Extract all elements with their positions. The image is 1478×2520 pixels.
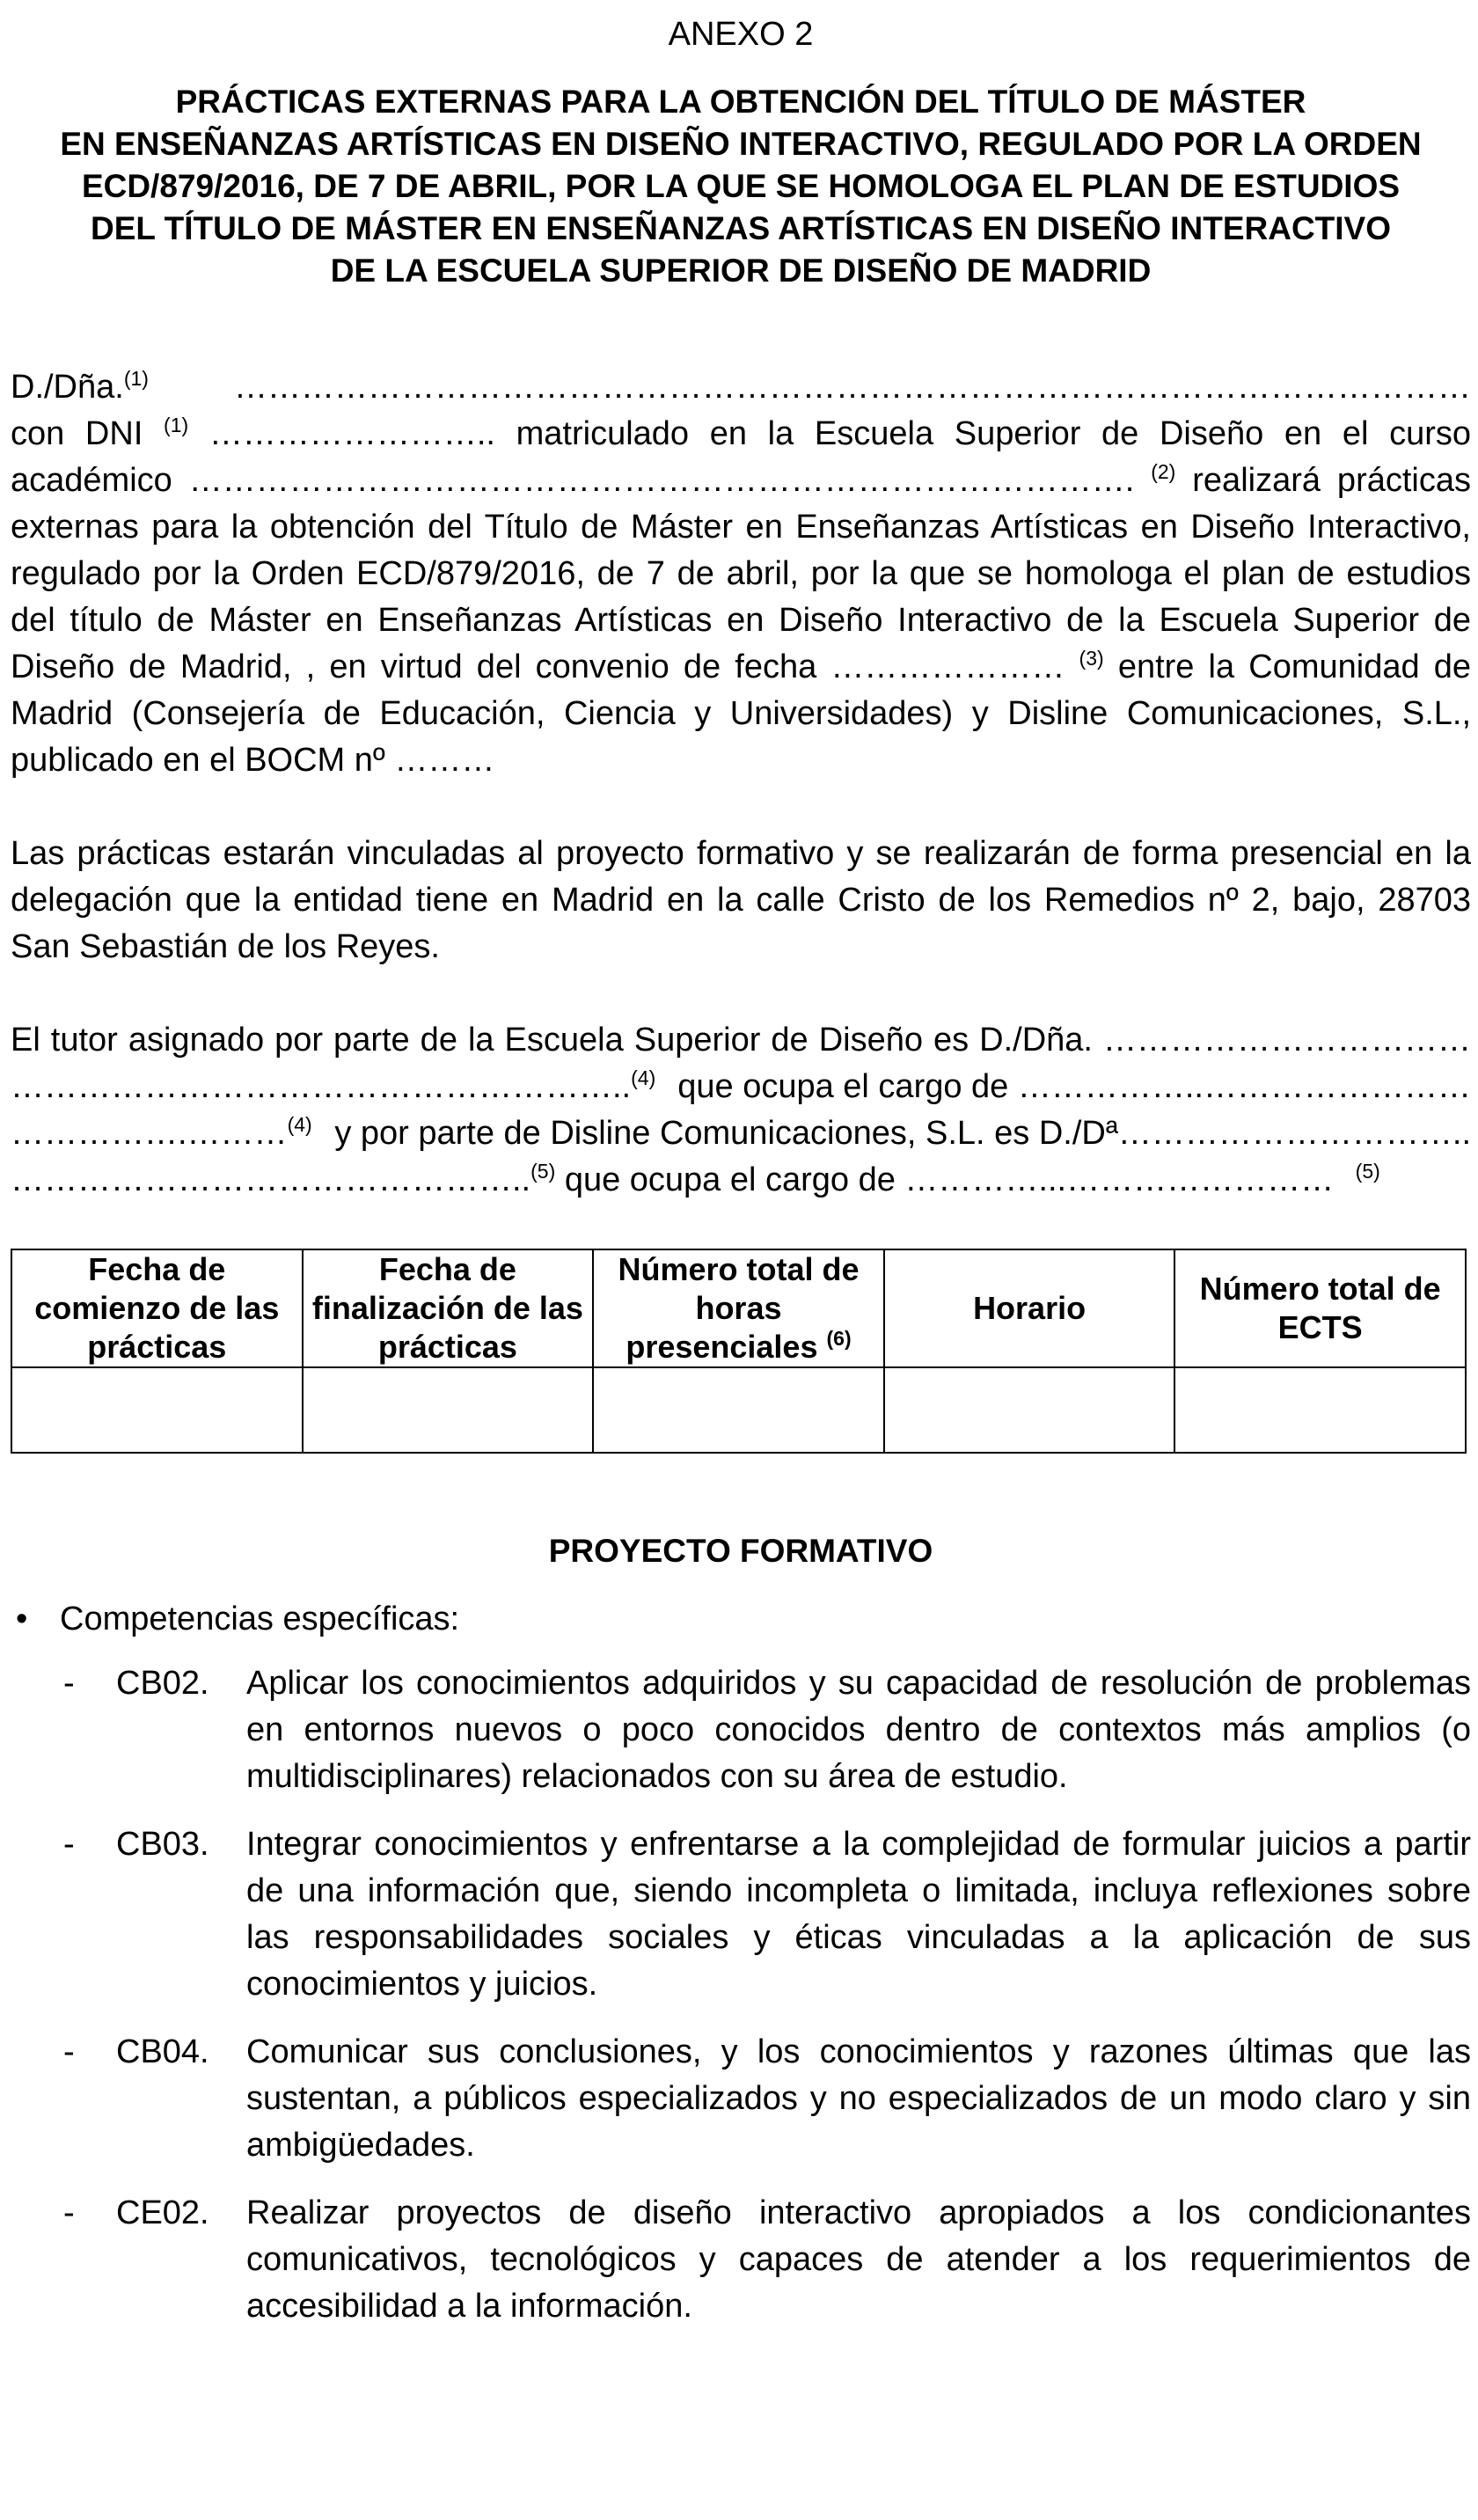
dni-label: con DNI [11,415,143,452]
competence-item [11,1660,1471,1800]
header-start-date: Fecha de comienzo de las prácticas [11,1249,303,1367]
cell-ects[interactable] [1174,1367,1466,1453]
footnote-ref: (3) [1079,647,1104,670]
title-line: ECD/879/2016, DE 7 DE ABRIL, POR LA QUE SE HOMOLOGA EL PLAN DE ESTUDIOS [81,168,1401,204]
title-line: DE LA ESCUELA SUPERIOR DE DISEÑO DE MADRID [330,253,1152,289]
competence-code: CB04. [116,2033,209,2070]
tutor-line [11,1064,1471,1110]
dash-marker: - [63,1826,75,1863]
footnote-ref: (4) [631,1066,656,1089]
location-paragraph: Las prácticas estarán vinculadas al proyecto formativo y se realizarán de forma presencial en la delegación que la entidad tiene en Madrid en la calle Cristo de los Remedios nº 2, bajo, 28703 San Sebastián de los Reyes. [11,835,1471,965]
paragraph-text: entre la Comunidad de Madrid (Consejería de Educación, Ciencia y Universidades) y Disline Comunicaciones, S.L., publicado en el BOCM nº [11,648,1472,779]
bocm-blank[interactable]: ……… [394,742,495,779]
tutor-paragraph [11,1017,1471,1204]
course-blank[interactable]: …………………………………………………………………………. [188,462,1135,499]
header-hours: Número total de horas presenciales $^{(6)}$ [593,1249,884,1367]
internship-table [11,1249,1467,1454]
competence-item [11,1821,1471,2008]
document-title [11,81,1471,292]
competence-text: Aplicar los conocimientos adquiridos y su capacidad de resolución de problemas en entornos nuevos o poco conocidos dentro de contextos más amplios (o multidisciplinares) relacionados con su área de estudio. [246,1665,1471,1795]
tutor-name-blank[interactable]: ……………………………………………….. [11,1068,632,1105]
tutor-line [11,1157,1471,1204]
header-schedule: Horario [884,1249,1175,1367]
competence-text: Comunicar sus conclusiones, y los conocimientos y razones últimas que las sustentan, a públicos especializados y no especializados de un modo claro y sin ambigüedades. [246,2033,1471,2164]
annex-label: ANEXO 2 [668,16,814,53]
footnote-ref: (5) [1355,1160,1380,1183]
competence-item [11,2190,1471,2330]
competence-item [11,2029,1471,2169]
agreement-date-blank[interactable]: ………………… [830,648,1065,685]
tutor-position-text: que ocupa el cargo de ……………..…………………… [677,1068,1471,1105]
tutor-line: El tutor asignado por parte de la Escuela Superior de Diseño es D./Dña. …………………………… [11,1022,1471,1059]
footnote-ref: (5) [530,1160,556,1183]
table-row [11,1367,1466,1453]
paragraph-text: realizará prácticas externas para la obtención del Título de Máster en Enseñanzas Artísticas en Diseño Interactivo, regulado por la Orden ECD/879/2016, de 7 de abril, por la que se homologa el plan de estudios del título de Máster en Enseñanzas Artísticas en Diseño Interactivo de la Escuela Superior de Diseño de Madrid, , en virtud del convenio de fecha [11,462,1471,685]
dash-marker: - [63,2194,75,2231]
bullet-item [11,1596,1471,1643]
competence-text: Realizar proyectos de diseño interactivo apropiados a los condicionantes comunicativos, tecnológicos y capaces de atender a los requerimientos de accesibilidad a la información. [246,2194,1471,2325]
footnote-ref: (4) [287,1113,312,1136]
cell-hours[interactable] [593,1367,884,1453]
competence-code: CB03. [116,1826,209,1863]
company-position-text: que ocupa el cargo de …………...…………………… [564,1161,1335,1198]
footnote-ref: (1) [164,414,189,436]
dash-marker: - [63,2033,75,2070]
document-page [11,0,1471,2330]
dash-marker: - [63,1665,75,1702]
cell-start-date[interactable] [11,1367,303,1453]
enrolled-text: matriculado en la Escuela Superior de Diseño en el curso académico [11,415,1471,499]
competence-code: CB02. [116,1665,209,1702]
footnote-ref: (6) [826,1327,852,1350]
table-header-row [11,1249,1466,1367]
section-title: PROYECTO FORMATIVO [548,1533,933,1569]
bullet-label: Competencias específicas: [60,1601,460,1637]
dni-blank[interactable]: …………………….. [209,415,495,452]
header-end-date: Fecha de finalización de las prácticas [303,1249,594,1367]
competence-code: CE02. [116,2194,209,2231]
student-name-line [11,364,1471,411]
title-line: EN ENSEÑANZAS ARTÍSTICAS EN DISEÑO INTERACTIVO, REGULADO POR LA ORDEN [60,126,1422,162]
company-tutor-text: y por parte de Disline Comunicaciones, S.L. es D./Dª………………………….. [334,1115,1471,1152]
tutor-position-blank[interactable]: …………….……… [11,1115,288,1152]
header-ects: Número total de ECTS [1174,1249,1466,1367]
competence-text: Integrar conocimientos y enfrentarse a la complejidad de formular juicios a partir de una información que, siendo incompleta o limitada, incluya reflexiones sobre las responsabilidades sociales y éticas vinculadas a la aplicación de sus conocimientos y juicios. [246,1826,1471,2003]
cell-end-date[interactable] [303,1367,594,1453]
footnote-ref: (1) [123,367,149,390]
tutor-line [11,1110,1471,1157]
title-line: PRÁCTICAS EXTERNAS PARA LA OBTENCIÓN DEL TÍTULO DE MÁSTER [175,84,1306,120]
company-tutor-blank[interactable]: ……………………………………….. [11,1161,531,1198]
student-name-label: D./Dña. [11,369,124,406]
cell-schedule[interactable] [884,1367,1175,1453]
footnote-ref: (2) [1151,460,1176,483]
bullet-icon: • [16,1601,28,1637]
student-paragraph [11,364,1471,784]
student-name-blank[interactable]: ………………………………………………………………………………………………… [234,369,1471,406]
title-line: DEL TÍTULO DE MÁSTER EN ENSEÑANZAS ARTÍSTICAS EN DISEÑO INTERACTIVO [90,210,1392,246]
